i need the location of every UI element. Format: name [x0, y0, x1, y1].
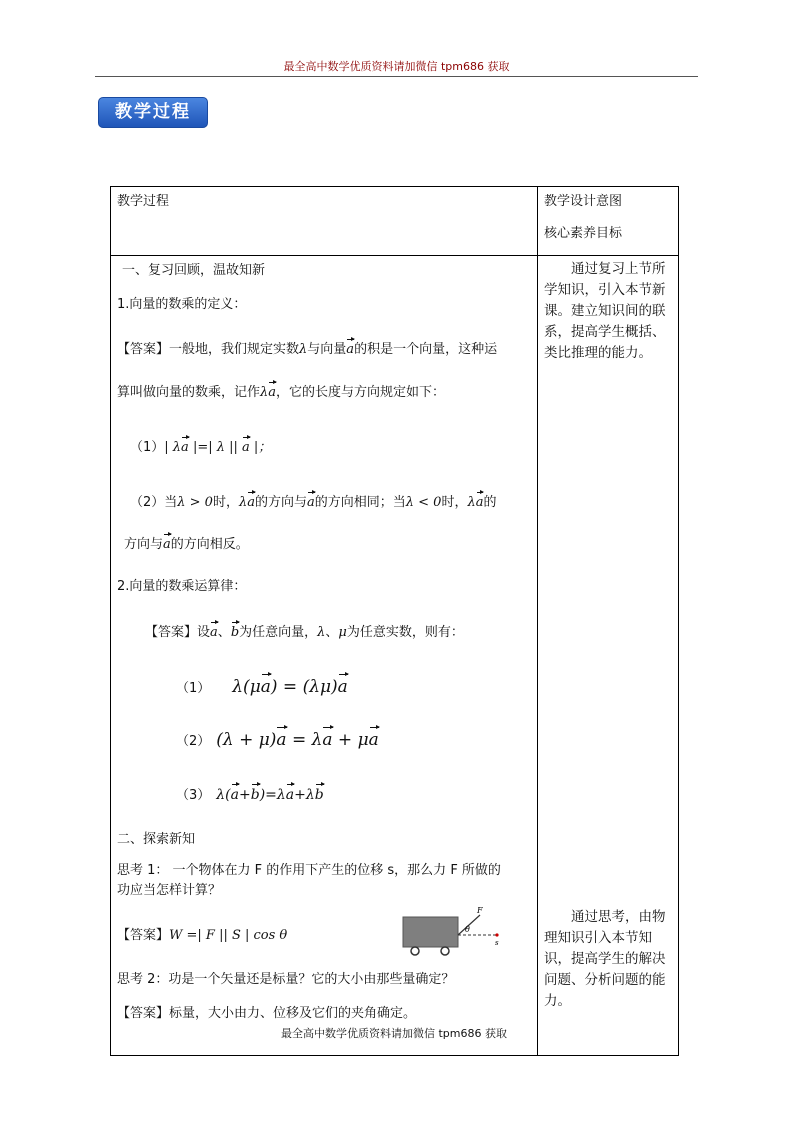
- vector-a: a: [163, 537, 171, 552]
- answer2-line: [145, 621, 464, 640]
- answer1-text-b: 与向量: [307, 342, 347, 357]
- answer4-text: 标量，大小由力、位移及它们的夹角确定。: [169, 1006, 417, 1021]
- answer2-c: 为任意向量，: [239, 625, 318, 640]
- cart-wheel-left: [411, 947, 419, 955]
- question1: 1.向量的数乘的定义：: [117, 297, 247, 312]
- header-rule: [95, 76, 698, 77]
- vector-b: b: [230, 625, 240, 640]
- rule2-line2: [124, 533, 249, 552]
- lambda-symbol: λ: [299, 342, 308, 357]
- cart-body: [403, 917, 458, 947]
- answer4-line: [117, 1002, 416, 1021]
- answer2-b: 、: [217, 625, 231, 640]
- answer1-text-a: 一般地，我们规定实数: [169, 342, 300, 357]
- vector-a: a: [210, 625, 218, 640]
- lambda-a-expr: λa: [238, 495, 255, 510]
- vector-a: a: [346, 342, 355, 357]
- rule2-line2-a: 方向与: [124, 537, 164, 552]
- law1-number: （1）: [176, 681, 211, 696]
- rule2-line1: [130, 491, 497, 510]
- answer2-e: 为任意实数，则有：: [346, 625, 464, 640]
- answer3-line: [117, 924, 287, 943]
- section1-title: 一、复习回顾，温故知新: [122, 263, 266, 278]
- law2: [176, 730, 379, 750]
- table-column-divider: [537, 186, 538, 1056]
- cart-wheel-right: [441, 947, 449, 955]
- right-note-1: 通过复习上节所学知识，引入本节新课。建立知识间的联系，提高学生概括、类比推理的能力。: [544, 261, 666, 361]
- rule1-formula: | λa |=| λ || a |；: [164, 440, 272, 455]
- work-formula: W =| F || S | cos θ: [169, 928, 288, 943]
- law2-number: （2）: [176, 734, 211, 749]
- answer1-line2-b: ，它的长度与方向规定如下：: [276, 385, 446, 400]
- answer3-label: 【答案】: [117, 928, 170, 943]
- footer-text: 最全高中数学优质资料请加微信 tpm686 获取: [281, 1027, 507, 1040]
- law3-number: （3）: [176, 788, 211, 803]
- answer1-line2-a: 算叫做向量的数乘，记作: [117, 385, 261, 400]
- label-theta: θ: [465, 925, 470, 934]
- answer2-d: 、: [325, 625, 339, 640]
- answer1-line2: [117, 381, 445, 400]
- rule2-number: （2）当: [130, 495, 178, 510]
- section2-title: 二、探索新知: [117, 832, 196, 847]
- law1-formula: λ(μa) = (λμ)a: [232, 677, 348, 697]
- law2-formula: (λ + μ)a = λa + μa: [216, 730, 379, 750]
- lambda-symbol: λ: [317, 625, 326, 640]
- rule2-a: 时，: [212, 495, 239, 510]
- think2: 思考 2：功是一个矢量还是标量？它的大小由那些量确定？: [117, 972, 455, 987]
- lambda-a-expr: λa: [260, 385, 277, 400]
- table-header-divider: [110, 255, 679, 256]
- rule2-c: 的方向相同；当: [314, 495, 406, 510]
- mu-symbol: μ: [338, 625, 347, 640]
- rule2-e: 的: [483, 495, 497, 510]
- lambda-gt-0: λ > 0: [177, 495, 213, 510]
- label-s: s: [495, 939, 499, 947]
- think1-line2: 功应当怎样计算？: [117, 883, 222, 898]
- rule1: [130, 436, 271, 455]
- rule2-line2-b: 的方向相反。: [170, 537, 249, 552]
- col1-header: 教学过程: [117, 194, 170, 209]
- law3-formula: λ(a+b)=λa+λb: [216, 787, 324, 803]
- answer1-label: 【答案】: [117, 342, 170, 357]
- rule2-b: 的方向与: [254, 495, 307, 510]
- label-F: F: [477, 906, 483, 915]
- rule1-number: （1）: [130, 440, 165, 455]
- lambda-a-expr: λa: [467, 495, 484, 510]
- col2-header-line1: 教学设计意图: [544, 194, 623, 209]
- question2: 2.向量的数乘运算律：: [117, 579, 247, 594]
- vector-a: a: [307, 495, 315, 510]
- page-header-text: 最全高中数学优质资料请加微信 tpm686 获取: [283, 60, 510, 73]
- col2-header-line2: 核心素养目标: [544, 226, 623, 241]
- law1: [176, 677, 348, 697]
- section-badge: 教学过程: [98, 97, 208, 128]
- answer4-label: 【答案】: [117, 1006, 170, 1021]
- answer2-a: 设: [197, 625, 211, 640]
- force-diagram: [398, 895, 508, 959]
- right-note-2: 通过思考，由物理知识引入本节知识，提高学生的解决问题、分析问题的能力。: [544, 909, 666, 1009]
- think1-line1: 思考 1： 一个物体在力 F 的作用下产生的位移 s，那么力 F 所做的: [117, 863, 501, 878]
- answer1-text-c: 的积是一个向量，这种运: [354, 342, 498, 357]
- displacement-arrowhead: [495, 933, 498, 936]
- rule2-d: 时，: [441, 495, 468, 510]
- lambda-lt-0: λ < 0: [405, 495, 442, 510]
- law3: [176, 784, 324, 803]
- answer1-line1: [117, 338, 497, 357]
- answer2-label: 【答案】: [145, 625, 198, 640]
